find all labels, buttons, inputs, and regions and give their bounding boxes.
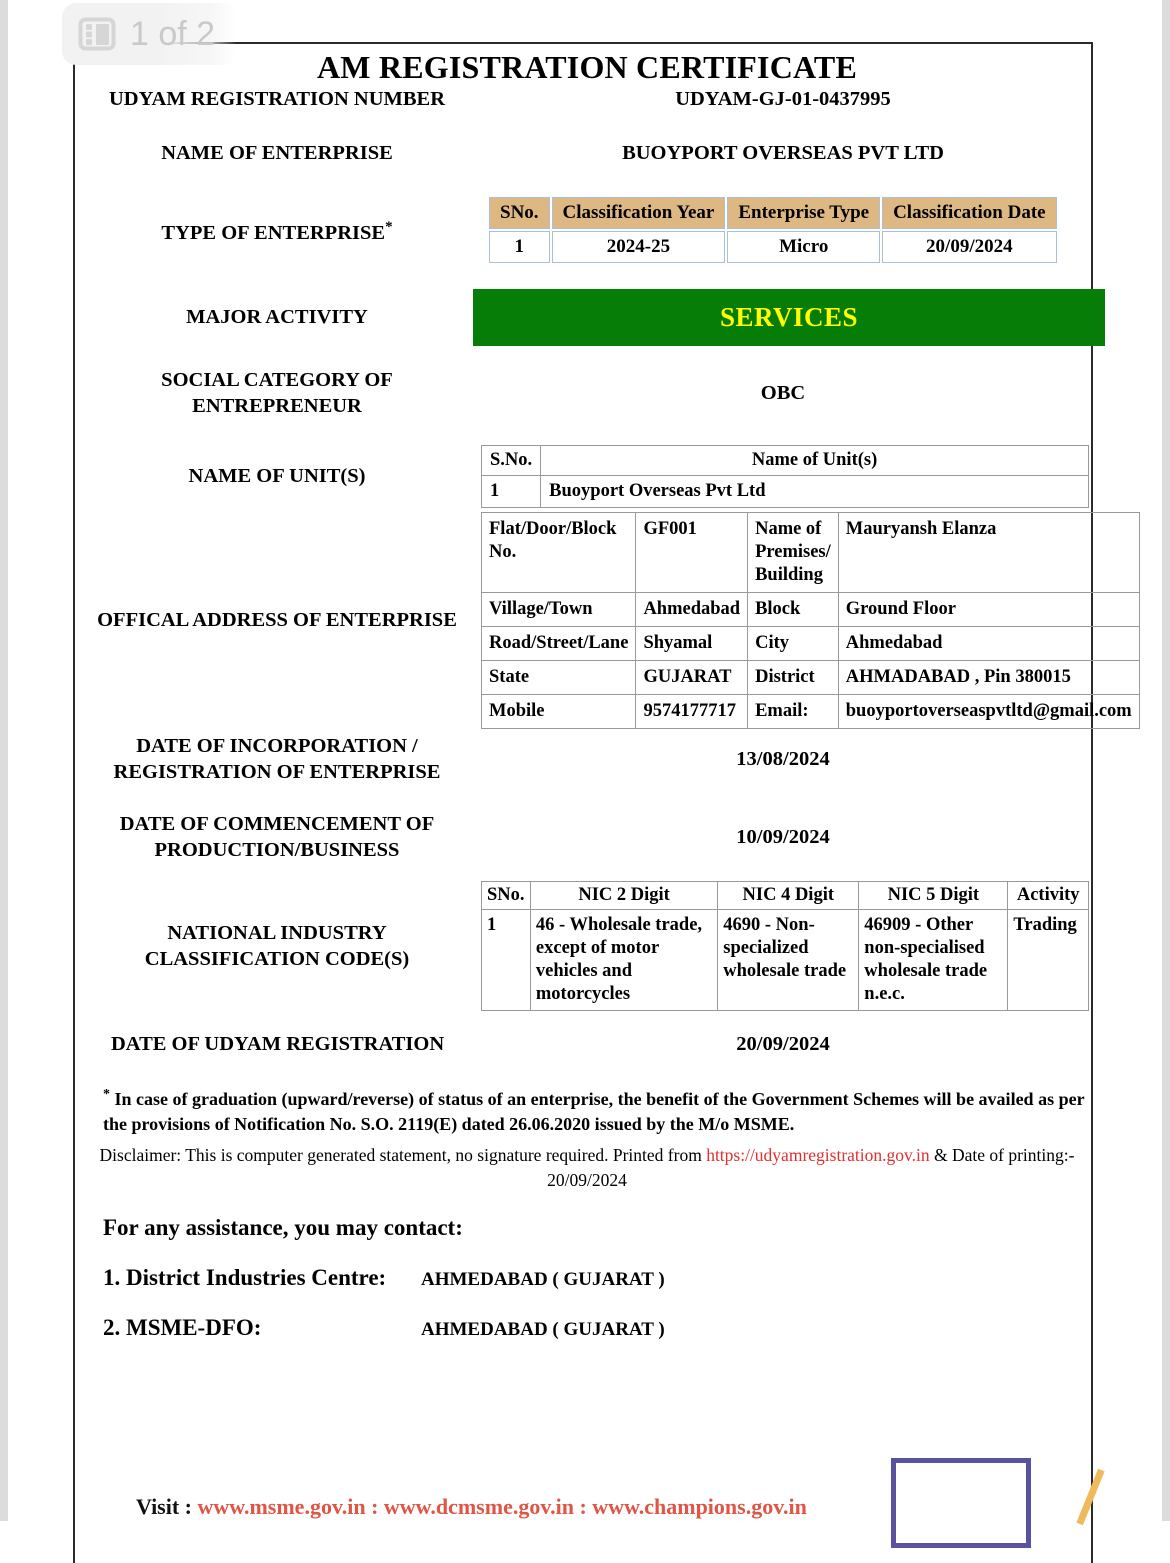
- assistance-heading: For any assistance, you may contact:: [103, 1215, 463, 1240]
- disclaimer-print-date: 20/09/2024: [547, 1170, 627, 1190]
- major-activity-banner: SERVICES: [473, 289, 1105, 346]
- label-date-of-commencement: DATE OF COMMENCEMENT OF PRODUCTION/BUSINESS: [119, 813, 435, 861]
- viewer-left-gutter: [0, 0, 8, 1521]
- value-date-of-commencement: 10/09/2024: [736, 826, 830, 848]
- row-date-of-commencement: [81, 798, 1093, 876]
- table-row: [482, 626, 1140, 660]
- classification-table: [487, 195, 1059, 265]
- table-row: [482, 694, 1140, 728]
- cell-premises-label: Name of Premises/ Building: [748, 512, 839, 592]
- cell-sno: 1: [489, 231, 550, 263]
- row-name-of-enterprise: [81, 126, 1093, 180]
- disclaimer: [81, 1137, 1093, 1193]
- cell-village-value: Ahmedabad: [636, 592, 748, 626]
- value-date-of-udyam-registration: 20/09/2024: [736, 1033, 830, 1055]
- row-date-of-udyam-registration: [81, 1016, 1093, 1072]
- nic-table: [481, 881, 1089, 1011]
- cell-premises-value: Mauryansh Elanza: [838, 512, 1139, 592]
- contact-label-district-industries-centre: 1. District Industries Centre:: [103, 1265, 387, 1290]
- table-row: [489, 231, 1057, 263]
- cell-mobile-label: Mobile: [482, 694, 636, 728]
- footnote-asterisk: *: [385, 219, 393, 236]
- units-table-wrap: [473, 445, 1093, 508]
- cell-classification-year: 2024-25: [552, 231, 726, 263]
- label-major-activity: MAJOR ACTIVITY: [186, 306, 368, 328]
- graduation-footnote: [81, 1072, 1093, 1137]
- certificate-content: [81, 0, 1132, 1341]
- cell-village-label: Village/Town: [482, 592, 636, 626]
- table-row: [482, 475, 1089, 507]
- label-date-of-udyam-registration: DATE OF UDYAM REGISTRATION: [111, 1033, 445, 1055]
- cell-block-label: Block: [748, 592, 839, 626]
- major-activity-banner-wrap: [473, 289, 1105, 346]
- label-type-of-enterprise: [81, 214, 473, 246]
- cell-block-value: Ground Floor: [838, 592, 1139, 626]
- col-activity: Activity: [1008, 882, 1089, 910]
- table-row: [482, 910, 1089, 1011]
- udyamregistration-link[interactable]: https://udyamregistration.gov.in: [706, 1145, 930, 1165]
- row-date-of-incorporation: [81, 720, 1093, 798]
- row-name-of-units: [81, 432, 1093, 520]
- page-indicator-text: 1 of 2: [130, 14, 216, 53]
- cell-nic-5-digit: 46909 - Other non-specialised wholesale trade n.e.c.: [859, 910, 1008, 1011]
- label-name-of-enterprise: NAME OF ENTERPRISE: [161, 142, 393, 164]
- label-social-category: SOCIAL CATEGORY OF ENTREPRENEUR: [161, 369, 393, 417]
- row-nic-codes: [81, 876, 1093, 1016]
- viewer-right-gutter: [1162, 0, 1170, 1521]
- col-sno: S.No.: [482, 445, 541, 475]
- row-social-category: [81, 354, 1093, 432]
- cell-road-label: Road/Street/Lane: [482, 626, 636, 660]
- cell-flat-door-block-value: GF001: [636, 512, 748, 592]
- cell-nic-4-digit: 4690 - Non-specialized wholesale trade: [718, 910, 859, 1011]
- document-page-1: [8, 0, 1162, 1521]
- contact-value-district-industries-centre: AHMEDABAD ( GUJARAT ): [421, 1269, 665, 1290]
- value-udyam-registration-number: UDYAM-GJ-01-0437995: [675, 88, 891, 110]
- disclaimer-suffix: & Date of printing:-: [929, 1145, 1075, 1165]
- disclaimer-prefix: Disclaimer: This is computer generated statement, no signature required. Printed from: [99, 1145, 707, 1165]
- table-header-row: [482, 882, 1089, 910]
- page-title: AM REGISTRATION CERTIFICATE: [316, 49, 858, 85]
- nic-table-wrap: [473, 881, 1093, 1011]
- col-nic-4-digit: NIC 4 Digit: [718, 882, 859, 910]
- cell-district-value: AHMADABAD , Pin 380015: [838, 660, 1139, 694]
- value-date-of-incorporation: 13/08/2024: [736, 748, 830, 770]
- col-nic-5-digit: NIC 5 Digit: [859, 882, 1008, 910]
- address-table: [481, 512, 1140, 729]
- cell-nic-2-digit: 46 - Wholesale trade, except of motor vehicles and motorcycles: [530, 910, 717, 1011]
- label-official-address: OFFICAL ADDRESS OF ENTERPRISE: [97, 609, 457, 631]
- cell-mobile-value: 9574177717: [636, 694, 748, 728]
- row-major-activity: [81, 280, 1093, 354]
- label-type-of-enterprise-text: TYPE OF ENTERPRISE: [161, 221, 386, 244]
- label-udyam-registration-number: UDYAM REGISTRATION NUMBER: [108, 88, 445, 110]
- label-name-of-units: NAME OF UNIT(S): [188, 465, 366, 487]
- col-nic-2-digit: NIC 2 Digit: [530, 882, 717, 910]
- cell-road-value: Shyamal: [636, 626, 748, 660]
- cell-flat-door-block-label: Flat/Door/Block No.: [482, 512, 636, 592]
- cell-activity: Trading: [1008, 910, 1089, 1011]
- cell-sno: 1: [482, 475, 541, 507]
- cell-state-label: State: [482, 660, 636, 694]
- contact-row-district-industries-centre: [81, 1241, 1093, 1291]
- table-header-row: [489, 197, 1057, 229]
- table-header-row: [482, 445, 1089, 475]
- value-name-of-enterprise: BUOYPORT OVERSEAS PVT LTD: [622, 142, 944, 164]
- cell-email-value: buoyportoverseaspvtltd@gmail.com: [838, 694, 1139, 728]
- col-sno: SNo.: [482, 882, 531, 910]
- col-enterprise-type: Enterprise Type: [727, 197, 880, 229]
- row-official-address: [81, 518, 1132, 721]
- units-table: [481, 445, 1089, 508]
- label-date-of-incorporation: DATE OF INCORPORATION / REGISTRATION OF ENTERPRISE: [113, 735, 441, 783]
- cell-enterprise-type: Micro: [727, 231, 880, 263]
- cell-email-label: Email:: [748, 694, 839, 728]
- classification-table-wrap: [473, 195, 1093, 265]
- visit-links-line: [136, 1494, 807, 1520]
- visit-urls: www.msme.gov.in : www.dcmsme.gov.in : www.champions.gov.in: [197, 1494, 807, 1519]
- col-classification-date: Classification Date: [882, 197, 1057, 229]
- cell-district-label: District: [748, 660, 839, 694]
- label-nic-codes: NATIONAL INDUSTRY CLASSIFICATION CODE(S): [144, 922, 410, 970]
- cell-classification-date: 20/09/2024: [882, 231, 1057, 263]
- qr-code-placeholder: [891, 1458, 1031, 1548]
- address-table-wrap: [473, 512, 1140, 729]
- contact-row-msme-dfo: [81, 1291, 1093, 1341]
- cell-city-label: City: [748, 626, 839, 660]
- footnote-text: In case of graduation (upward/reverse) of status of an enterprise, the benefit of the Government Schemes will be availed as per the provisions of Notification No. S.O. 2119(E) dated 26.06.2020 issued by the M/o MSME.: [103, 1089, 1085, 1134]
- cell-city-value: Ahmedabad: [838, 626, 1139, 660]
- visit-label: Visit :: [136, 1494, 198, 1519]
- table-row: [482, 660, 1140, 694]
- col-name-of-units: Name of Unit(s): [541, 445, 1089, 475]
- value-social-category: OBC: [760, 382, 806, 404]
- table-row: [482, 512, 1140, 592]
- col-sno: SNo.: [489, 197, 550, 229]
- cell-unit-name: Buoyport Overseas Pvt Ltd: [541, 475, 1089, 507]
- contact-label-msme-dfo: 2. MSME-DFO:: [103, 1315, 262, 1340]
- cell-state-value: GUJARAT: [636, 660, 748, 694]
- col-classification-year: Classification Year: [552, 197, 726, 229]
- table-row: [482, 592, 1140, 626]
- footnote-star: *: [103, 1087, 110, 1102]
- cell-sno: 1: [482, 910, 531, 1011]
- contact-value-msme-dfo: AHMEDABAD ( GUJARAT ): [421, 1319, 665, 1340]
- row-type-of-enterprise: [81, 180, 1093, 280]
